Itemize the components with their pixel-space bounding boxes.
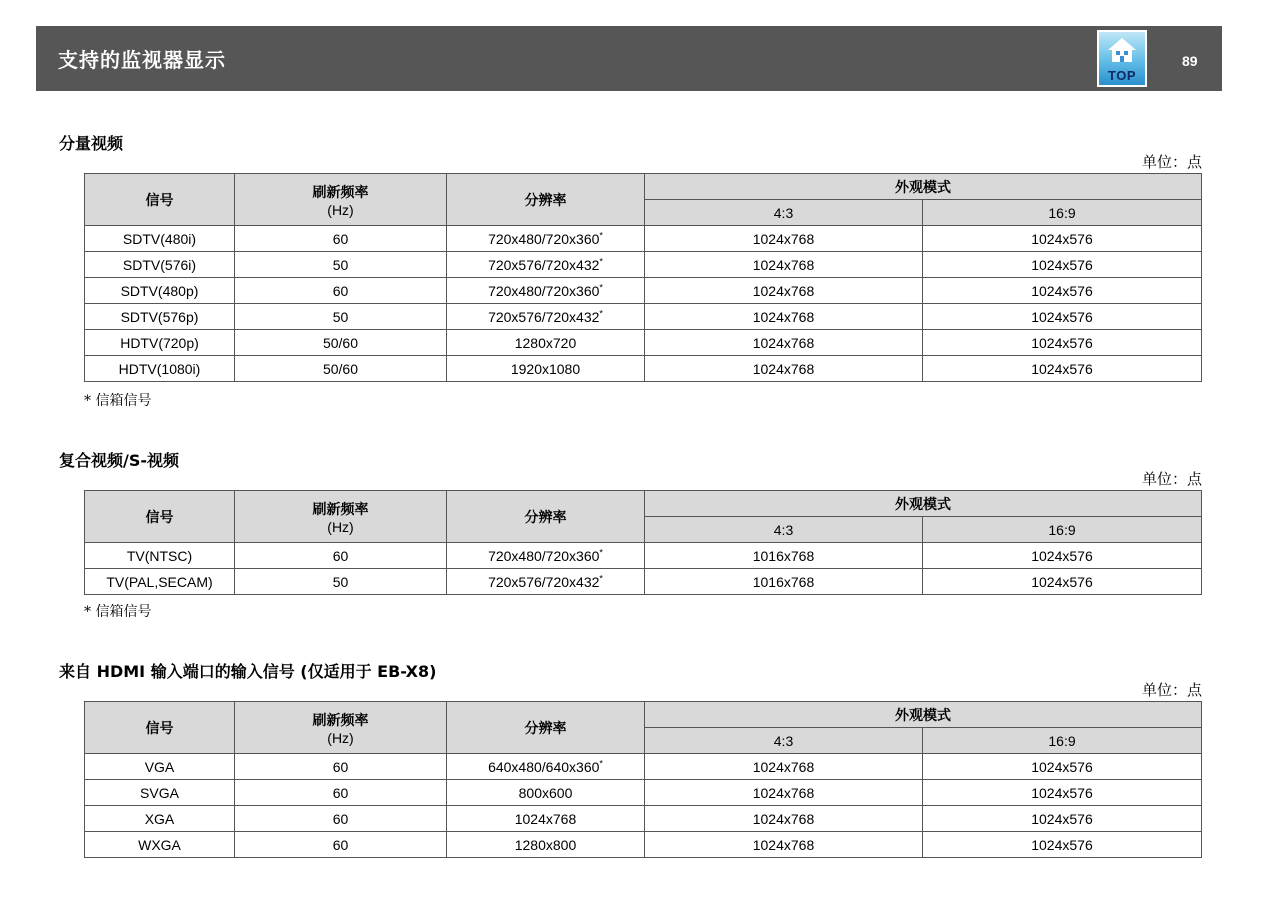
table-row [85, 304, 1202, 330]
header-aspect-16-9: 16:9 [923, 728, 1202, 754]
cell-aspect-4-3: 1024x768 [645, 832, 923, 858]
resolution-value: 640x480/640x360 [488, 758, 600, 775]
top-button[interactable] [1097, 30, 1147, 87]
cell-resolution [447, 543, 645, 569]
footnote-mark: * [599, 255, 603, 266]
header-resolution: 分辨率 [447, 491, 645, 543]
cell-signal: TV(PAL,SECAM) [85, 569, 235, 595]
cell-aspect-4-3: 1024x768 [645, 278, 923, 304]
cell-signal: XGA [85, 806, 235, 832]
table-row [85, 252, 1202, 278]
cell-refresh: 60 [235, 754, 447, 780]
cell-aspect-4-3: 1024x768 [645, 356, 923, 382]
page-number: 89 [1182, 53, 1198, 69]
header-signal: 信号 [85, 174, 235, 226]
cell-aspect-16-9: 1024x576 [923, 278, 1202, 304]
cell-aspect-16-9: 1024x576 [923, 832, 1202, 858]
cell-aspect-16-9: 1024x576 [923, 226, 1202, 252]
cell-refresh: 60 [235, 832, 447, 858]
header-aspect-16-9: 16:9 [923, 517, 1202, 543]
table-row [85, 226, 1202, 252]
cell-resolution [447, 569, 645, 595]
resolution-value: 720x576/720x432 [488, 256, 600, 273]
section-title-component: 分量视频 [59, 134, 124, 153]
unit-label: 单位：点 [1141, 681, 1202, 699]
section-title-composite: 复合视频/S-视频 [59, 451, 180, 470]
header-signal: 信号 [85, 702, 235, 754]
cell-signal: SDTV(480i) [85, 226, 235, 252]
resolution-value: 720x576/720x432 [488, 573, 600, 590]
header-refresh [235, 702, 447, 754]
cell-aspect-4-3: 1024x768 [645, 252, 923, 278]
cell-signal: HDTV(720p) [85, 330, 235, 356]
cell-resolution [447, 304, 645, 330]
header-aspect-4-3: 4:3 [645, 200, 923, 226]
composite-video-table [84, 490, 1202, 595]
cell-aspect-4-3: 1024x768 [645, 780, 923, 806]
header-aspect-4-3: 4:3 [645, 517, 923, 543]
footnote: * 信箱信号 [84, 604, 152, 620]
resolution-value: 720x480/720x360 [488, 230, 600, 247]
cell-resolution [447, 806, 645, 832]
cell-resolution [447, 226, 645, 252]
cell-aspect-4-3: 1024x768 [645, 330, 923, 356]
cell-resolution [447, 330, 645, 356]
page-header [36, 26, 1222, 91]
cell-refresh: 60 [235, 806, 447, 832]
cell-resolution [447, 780, 645, 806]
table-row [85, 780, 1202, 806]
resolution-value: 800x600 [518, 784, 573, 801]
cell-aspect-16-9: 1024x576 [923, 543, 1202, 569]
header-refresh-unit: (Hz) [327, 518, 354, 535]
top-button-face [1099, 32, 1145, 85]
cell-refresh: 50/60 [235, 356, 447, 382]
cell-signal: SDTV(576p) [85, 304, 235, 330]
cell-signal: SDTV(576i) [85, 252, 235, 278]
header-refresh-label: 刷新频率 [312, 184, 369, 201]
cell-resolution [447, 356, 645, 382]
resolution-value: 720x480/720x360 [488, 282, 600, 299]
page-title: 支持的监视器显示 [58, 48, 226, 72]
cell-resolution [447, 252, 645, 278]
cell-aspect-4-3: 1016x768 [645, 543, 923, 569]
table-row [85, 754, 1202, 780]
section-title-hdmi: 来自 HDMI 输入端口的输入信号 (仅适用于 EB-X8) [59, 662, 437, 681]
cell-resolution [447, 278, 645, 304]
cell-refresh: 60 [235, 278, 447, 304]
header-aspect-4-3: 4:3 [645, 728, 923, 754]
cell-aspect-4-3: 1024x768 [645, 226, 923, 252]
header-refresh [235, 491, 447, 543]
table-row [85, 569, 1202, 595]
cell-signal: VGA [85, 754, 235, 780]
footnote-mark: * [599, 757, 603, 768]
cell-resolution [447, 754, 645, 780]
footnote-mark: * [599, 572, 603, 583]
cell-refresh: 60 [235, 226, 447, 252]
unit-label: 单位：点 [1141, 153, 1202, 171]
cell-signal: HDTV(1080i) [85, 356, 235, 382]
header-aspect: 外观模式 [645, 174, 1202, 200]
footnote: * 信箱信号 [84, 393, 152, 409]
cell-signal: TV(NTSC) [85, 543, 235, 569]
cell-signal: SDTV(480p) [85, 278, 235, 304]
cell-refresh: 50 [235, 252, 447, 278]
header-aspect: 外观模式 [645, 702, 1202, 728]
cell-refresh: 50 [235, 569, 447, 595]
table-row [85, 543, 1202, 569]
footnote-mark: * [599, 307, 603, 318]
table-row [85, 330, 1202, 356]
cell-aspect-16-9: 1024x576 [923, 754, 1202, 780]
header-refresh-unit: (Hz) [327, 201, 354, 218]
footnote-mark: * [599, 546, 603, 557]
cell-aspect-16-9: 1024x576 [923, 252, 1202, 278]
resolution-value: 720x576/720x432 [488, 308, 600, 325]
cell-signal: WXGA [85, 832, 235, 858]
cell-aspect-16-9: 1024x576 [923, 304, 1202, 330]
table-row [85, 832, 1202, 858]
resolution-value: 1280x800 [514, 836, 577, 853]
resolution-value: 1920x1080 [510, 360, 581, 377]
footnote-mark: * [599, 281, 603, 292]
cell-aspect-16-9: 1024x576 [923, 806, 1202, 832]
cell-aspect-4-3: 1024x768 [645, 806, 923, 832]
table-row [85, 278, 1202, 304]
cell-refresh: 50 [235, 304, 447, 330]
header-refresh-unit: (Hz) [327, 729, 354, 746]
table-row [85, 806, 1202, 832]
top-label: TOP [1108, 68, 1136, 83]
cell-aspect-4-3: 1016x768 [645, 569, 923, 595]
cell-refresh: 60 [235, 780, 447, 806]
component-video-table [84, 173, 1202, 382]
footnote-mark: * [599, 229, 603, 240]
cell-aspect-16-9: 1024x576 [923, 356, 1202, 382]
header-refresh [235, 174, 447, 226]
unit-label: 单位：点 [1141, 470, 1202, 488]
cell-aspect-4-3: 1024x768 [645, 304, 923, 330]
hdmi-input-table [84, 701, 1202, 858]
house-icon [1107, 37, 1137, 63]
cell-aspect-16-9: 1024x576 [923, 780, 1202, 806]
resolution-value: 720x480/720x360 [488, 547, 600, 564]
cell-refresh: 60 [235, 543, 447, 569]
header-resolution: 分辨率 [447, 702, 645, 754]
cell-aspect-16-9: 1024x576 [923, 569, 1202, 595]
header-resolution: 分辨率 [447, 174, 645, 226]
header-refresh-label: 刷新频率 [312, 501, 369, 518]
cell-signal: SVGA [85, 780, 235, 806]
cell-aspect-4-3: 1024x768 [645, 754, 923, 780]
resolution-value: 1024x768 [514, 810, 577, 827]
resolution-value: 1280x720 [514, 334, 577, 351]
table-row [85, 356, 1202, 382]
header-aspect: 外观模式 [645, 491, 1202, 517]
cell-refresh: 50/60 [235, 330, 447, 356]
header-signal: 信号 [85, 491, 235, 543]
cell-resolution [447, 832, 645, 858]
header-aspect-16-9: 16:9 [923, 200, 1202, 226]
header-refresh-label: 刷新频率 [312, 712, 369, 729]
cell-aspect-16-9: 1024x576 [923, 330, 1202, 356]
